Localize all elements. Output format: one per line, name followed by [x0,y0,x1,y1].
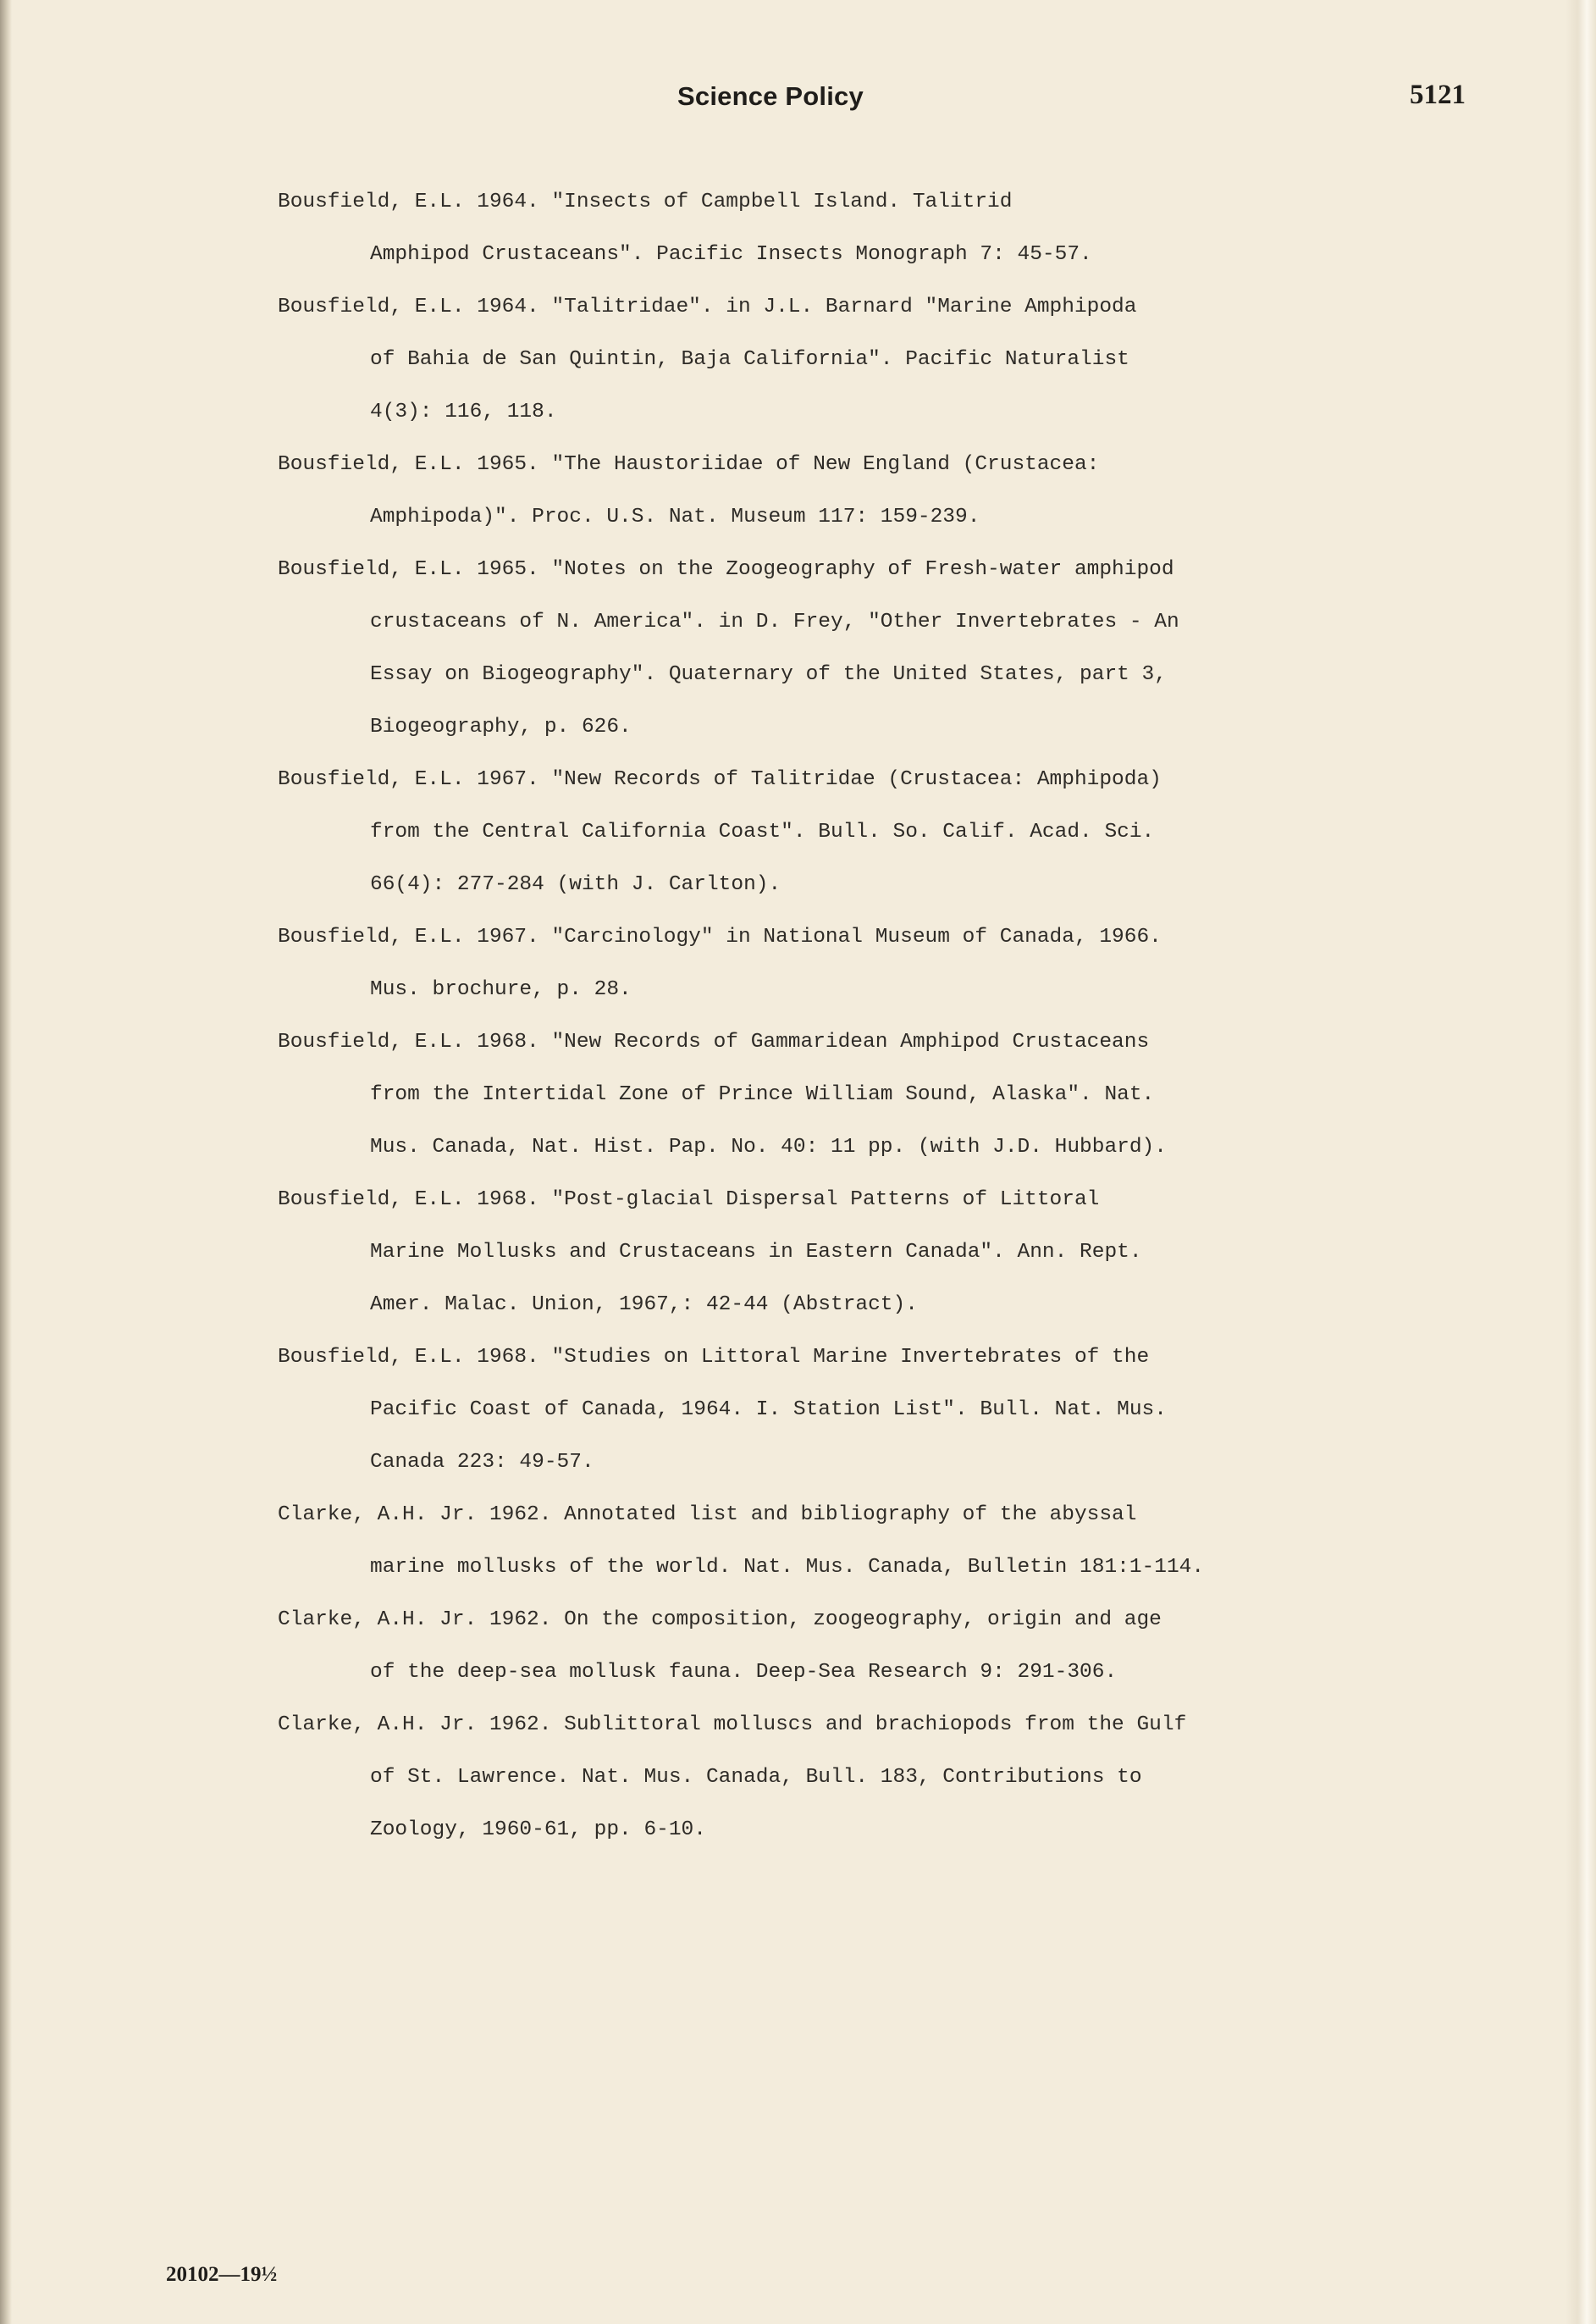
reference-continuation-line: Pacific Coast of Canada, 1964. I. Station List". Bull. Nat. Mus. [370,1398,1167,1421]
reference-entry [278,1174,1277,1331]
reference-continuation-line: Biogeography, p. 626. [370,716,632,739]
reference-first-line: Bousfield, E.L. 1968. "Studies on Littoral Marine Invertebrates of the [278,1346,1150,1369]
reference-continuation-line: Canada 223: 49-57. [370,1451,594,1474]
reference-first-line: Bousfield, E.L. 1965. "Notes on the Zoogeography of Fresh-water amphipod [278,558,1174,581]
reference-continuation-line: Zoology, 1960-61, pp. 6-10. [370,1818,706,1841]
reference-entry [278,754,1277,911]
reference-entry [278,439,1277,544]
reference-entry [278,176,1277,281]
reference-continuation-line: Mus. Canada, Nat. Hist. Pap. No. 40: 11 pp. (with J.D. Hubbard). [370,1136,1167,1159]
reference-continuation-line: Essay on Biogeography". Quaternary of the United States, part 3, [370,663,1167,686]
reference-entry [278,1699,1277,1856]
reference-continuation-line: Amer. Malac. Union, 1967,: 42-44 (Abstract). [370,1293,918,1316]
reference-continuation-line: Marine Mollusks and Crustaceans in Eastern Canada". Ann. Rept. [370,1241,1142,1264]
reference-continuation-line: 66(4): 277-284 (with J. Carlton). [370,873,781,896]
reference-continuation-line: of St. Lawrence. Nat. Mus. Canada, Bull. 183, Contributions to [370,1766,1142,1789]
reference-entry [278,911,1277,1016]
reference-continuation-line: from the Intertidal Zone of Prince William Sound, Alaska". Nat. [370,1083,1155,1106]
reference-continuation-line: Amphipod Crustaceans". Pacific Insects Monograph 7: 45-57. [370,243,1092,266]
reference-first-line: Clarke, A.H. Jr. 1962. On the composition, zoogeography, origin and age [278,1608,1162,1631]
reference-continuation-line: crustaceans of N. America". in D. Frey, "Other Invertebrates - An [370,611,1179,634]
reference-entry [278,1016,1277,1174]
binding-edge [0,0,12,2324]
reference-first-line: Clarke, A.H. Jr. 1962. Sublittoral molluscs and brachiopods from the Gulf [278,1713,1187,1736]
reference-first-line: Bousfield, E.L. 1968. "New Records of Gammaridean Amphipod Crustaceans [278,1031,1150,1054]
reference-first-line: Bousfield, E.L. 1968. "Post-glacial Dispersal Patterns of Littoral [278,1188,1100,1211]
footer-code: 20102—19½ [166,2263,278,2286]
reference-continuation-line: of Bahia de San Quintin, Baja California". Pacific Naturalist [370,348,1129,371]
reference-entry [278,281,1277,439]
reference-continuation-line: 4(3): 116, 118. [370,401,557,423]
reference-continuation-line: from the Central California Coast". Bull. So. Calif. Acad. Sci. [370,821,1155,844]
reference-first-line: Bousfield, E.L. 1967. "Carcinology" in National Museum of Canada, 1966. [278,926,1162,949]
reference-continuation-line: of the deep-sea mollusk fauna. Deep-Sea Research 9: 291-306. [370,1661,1118,1684]
reference-first-line: Clarke, A.H. Jr. 1962. Annotated list and bibliography of the abyssal [278,1503,1137,1526]
reference-list [278,176,1277,1856]
reference-continuation-line: marine mollusks of the world. Nat. Mus. Canada, Bulletin 181:1-114. [370,1556,1205,1579]
reference-first-line: Bousfield, E.L. 1967. "New Records of Talitridae (Crustacea: Amphipoda) [278,768,1162,791]
page-title: Science Policy [677,81,864,111]
reference-first-line: Bousfield, E.L. 1964. "Talitridae". in J.L. Barnard "Marine Amphipoda [278,296,1137,318]
reference-first-line: Bousfield, E.L. 1965. "The Haustoriidae of New England (Crustacea: [278,453,1100,476]
page-number: 5121 [1410,80,1466,110]
reference-entry [278,544,1277,754]
reference-continuation-line: Amphipoda)". Proc. U.S. Nat. Museum 117: 159-239. [370,506,980,528]
reference-entry [278,1594,1277,1699]
reference-continuation-line: Mus. brochure, p. 28. [370,978,632,1001]
reference-first-line: Bousfield, E.L. 1964. "Insects of Campbell Island. Talitrid [278,191,1013,213]
reference-entry [278,1331,1277,1489]
reference-entry [278,1489,1277,1594]
page-edge [1566,0,1596,2324]
